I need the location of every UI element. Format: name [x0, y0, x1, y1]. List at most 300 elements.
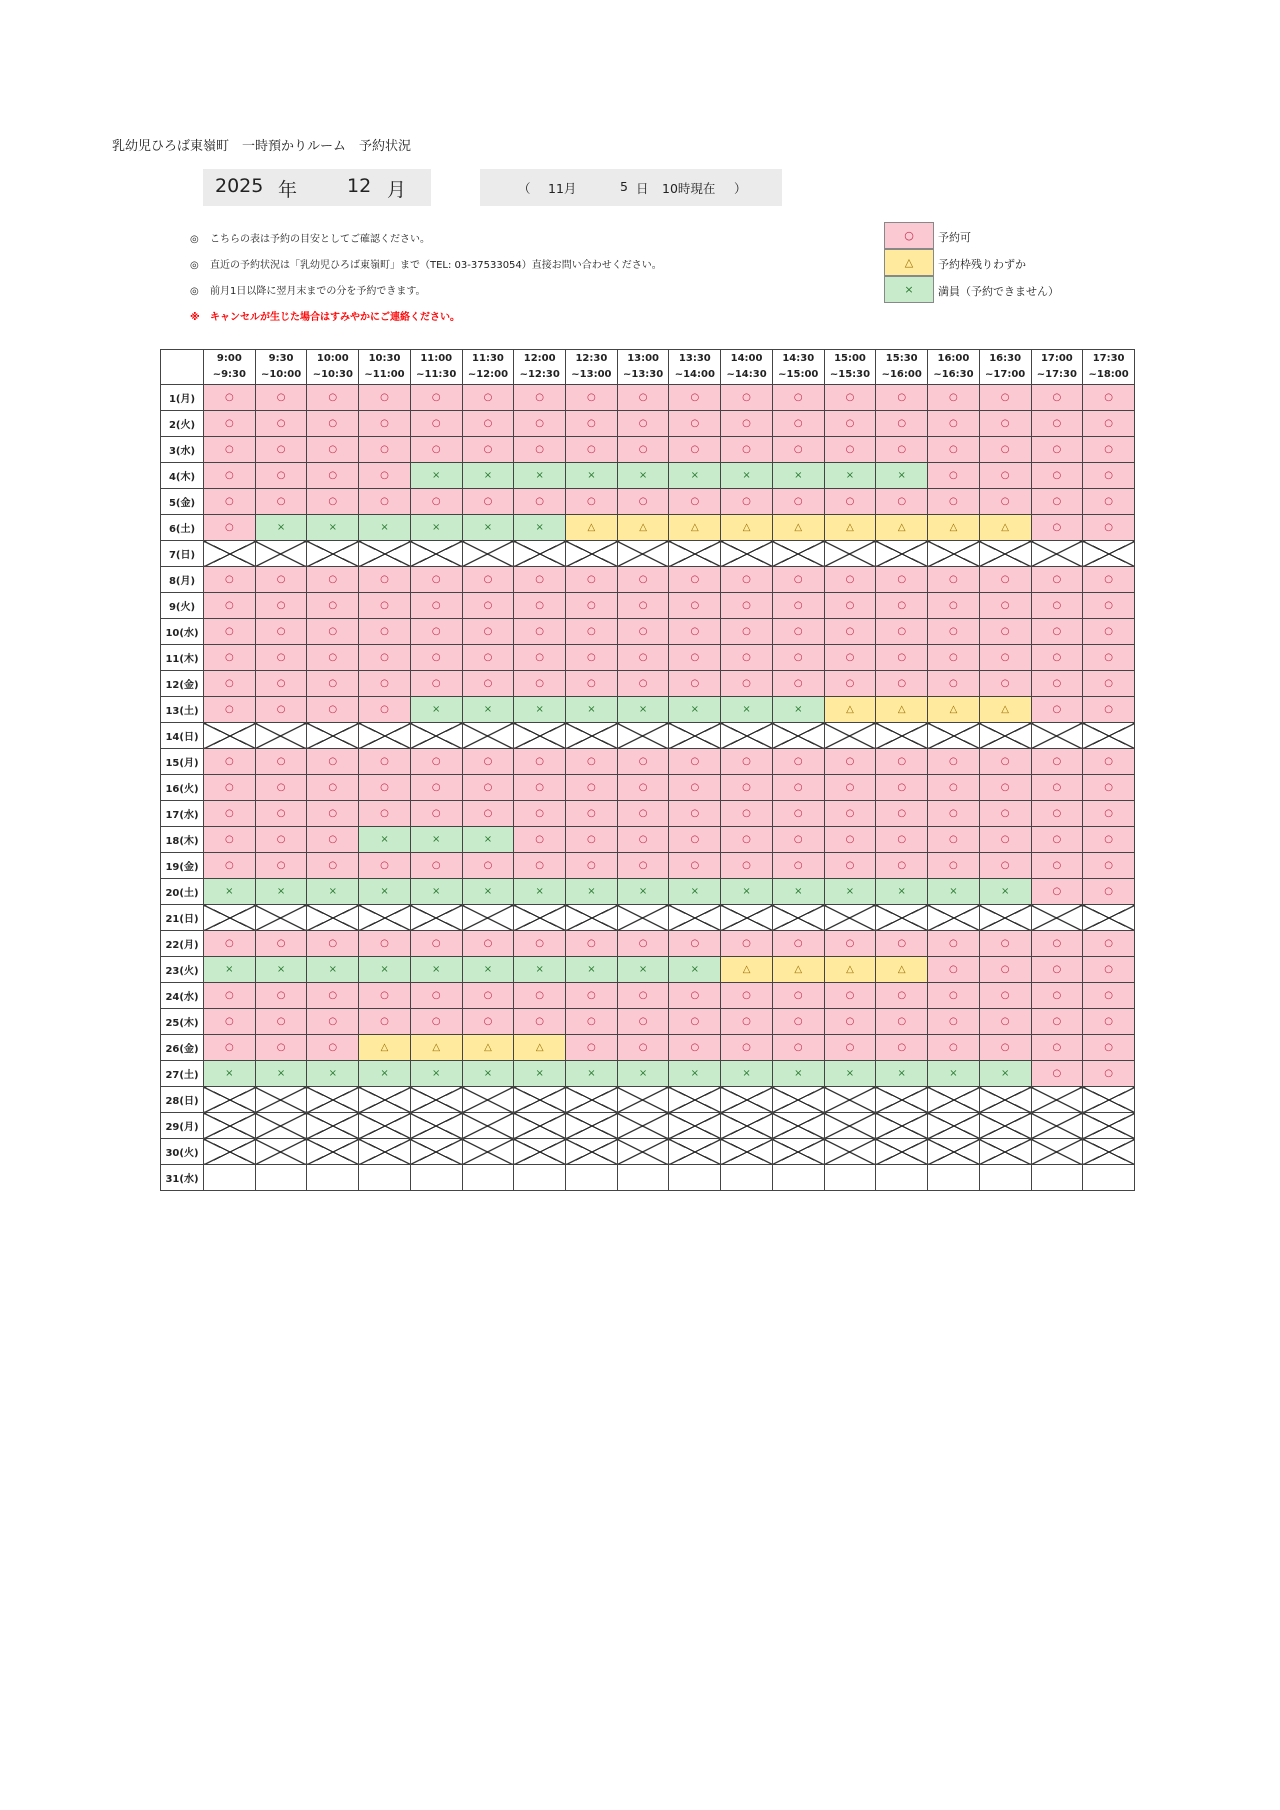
slot-cell-avail: ○: [359, 671, 411, 697]
slot-cell-full: ×: [669, 697, 721, 723]
slot-cell-full: ×: [462, 827, 514, 853]
slot-cell-avail: ○: [307, 827, 359, 853]
slot-cell-avail: ○: [928, 749, 980, 775]
slot-cell-avail: ○: [359, 385, 411, 411]
slot-cell-avail: ○: [669, 749, 721, 775]
slot-cell-avail: ○: [1083, 697, 1135, 723]
slot-cell-full: ×: [772, 697, 824, 723]
slot-cell-avail: ○: [1031, 515, 1083, 541]
slot-cell-avail: ○: [1031, 619, 1083, 645]
slot-cell-full: ×: [617, 957, 669, 983]
slot-cell-closed: [721, 1139, 773, 1165]
slot-cell-avail: ○: [772, 775, 824, 801]
slot-cell-avail: ○: [1083, 957, 1135, 983]
time-slot-header: [462, 350, 514, 385]
slot-cell-closed: [721, 1113, 773, 1139]
slot-cell-avail: ○: [514, 567, 566, 593]
slot-cell-empty: [1031, 1165, 1083, 1191]
slot-cell-avail: ○: [979, 437, 1031, 463]
slot-cell-avail: ○: [669, 593, 721, 619]
slot-cell-avail: ○: [255, 411, 307, 437]
slot-cell-avail: ○: [462, 619, 514, 645]
slot-cell-full: ×: [876, 879, 928, 905]
day-row: [161, 1061, 1135, 1087]
slot-cell-full: ×: [669, 463, 721, 489]
slot-cell-avail: ○: [204, 1035, 256, 1061]
slot-cell-avail: ○: [824, 801, 876, 827]
slot-cell-avail: ○: [1031, 931, 1083, 957]
day-row: [161, 645, 1135, 671]
slot-cell-full: ×: [928, 1061, 980, 1087]
day-label: 2(火): [161, 411, 204, 437]
day-row: [161, 671, 1135, 697]
slot-cell-avail: ○: [307, 749, 359, 775]
slot-cell-avail: ○: [1083, 931, 1135, 957]
slot-cell-avail: ○: [721, 775, 773, 801]
slot-cell-full: ×: [979, 1061, 1031, 1087]
slot-cell-avail: ○: [876, 1009, 928, 1035]
day-label: 1(月): [161, 385, 204, 411]
slot-cell-avail: ○: [462, 775, 514, 801]
slot-cell-avail: ○: [410, 983, 462, 1009]
slot-cell-avail: ○: [979, 593, 1031, 619]
slot-cell-closed: [307, 541, 359, 567]
slot-cell-avail: ○: [1031, 957, 1083, 983]
slot-cell-full: ×: [410, 697, 462, 723]
slot-cell-avail: ○: [772, 489, 824, 515]
slot-cell-avail: ○: [514, 437, 566, 463]
slot-cell-closed: [721, 1087, 773, 1113]
slot-cell-avail: ○: [772, 619, 824, 645]
slot-cell-closed: [669, 541, 721, 567]
slot-cell-full: ×: [824, 463, 876, 489]
time-slot-start: 12:00: [523, 353, 556, 364]
slot-cell-avail: ○: [1031, 1035, 1083, 1061]
slot-cell-avail: ○: [514, 983, 566, 1009]
slot-cell-avail: ○: [876, 593, 928, 619]
slot-cell-avail: ○: [462, 385, 514, 411]
slot-cell-avail: ○: [359, 463, 411, 489]
slot-cell-avail: ○: [979, 983, 1031, 1009]
slot-cell-avail: ○: [566, 801, 618, 827]
time-slot-end: ~15:00: [778, 369, 819, 380]
slot-cell-closed: [617, 723, 669, 749]
day-row: [161, 853, 1135, 879]
slot-cell-avail: ○: [359, 749, 411, 775]
slot-cell-few: △: [566, 515, 618, 541]
slot-cell-closed: [772, 541, 824, 567]
slot-cell-avail: ○: [410, 931, 462, 957]
slot-cell-closed: [669, 905, 721, 931]
slot-cell-closed: [204, 723, 256, 749]
slot-cell-full: ×: [617, 697, 669, 723]
slot-cell-avail: ○: [514, 411, 566, 437]
slot-cell-avail: ○: [359, 1009, 411, 1035]
slot-cell-closed: [514, 1087, 566, 1113]
slot-cell-avail: ○: [359, 411, 411, 437]
slot-cell-avail: ○: [669, 801, 721, 827]
slot-cell-closed: [514, 1113, 566, 1139]
slot-cell-avail: ○: [462, 983, 514, 1009]
slot-cell-avail: ○: [876, 619, 928, 645]
slot-cell-avail: ○: [617, 1035, 669, 1061]
day-row: [161, 1009, 1135, 1035]
slot-cell-avail: ○: [772, 567, 824, 593]
slot-cell-avail: ○: [669, 489, 721, 515]
slot-cell-avail: ○: [255, 489, 307, 515]
slot-cell-avail: ○: [410, 593, 462, 619]
slot-cell-closed: [410, 723, 462, 749]
year-month-display: [203, 169, 431, 206]
slot-cell-full: ×: [721, 697, 773, 723]
slot-cell-avail: ○: [359, 931, 411, 957]
slot-cell-avail: ○: [1083, 463, 1135, 489]
slot-cell-avail: ○: [772, 749, 824, 775]
slot-cell-avail: ○: [514, 801, 566, 827]
time-slot-start: 15:00: [834, 353, 866, 364]
day-label: 17(水): [161, 801, 204, 827]
slot-cell-avail: ○: [307, 931, 359, 957]
slot-cell-closed: [1083, 905, 1135, 931]
slot-cell-closed: [721, 905, 773, 931]
slot-cell-closed: [410, 1113, 462, 1139]
slot-cell-closed: [876, 723, 928, 749]
slot-cell-full: ×: [204, 1061, 256, 1087]
slot-cell-avail: ○: [255, 385, 307, 411]
slot-cell-avail: ○: [566, 853, 618, 879]
time-slot-start: 11:00: [420, 353, 453, 364]
status-timestamp: [480, 169, 782, 206]
slot-cell-avail: ○: [462, 853, 514, 879]
slot-cell-avail: ○: [307, 619, 359, 645]
slot-cell-avail: ○: [566, 593, 618, 619]
time-slot-header: [669, 350, 721, 385]
slot-cell-few: △: [772, 957, 824, 983]
slot-cell-full: ×: [669, 957, 721, 983]
slot-cell-closed: [204, 1113, 256, 1139]
slot-cell-avail: ○: [1031, 385, 1083, 411]
slot-cell-few: △: [824, 957, 876, 983]
slot-cell-closed: [617, 1087, 669, 1113]
slot-cell-full: ×: [307, 957, 359, 983]
slot-cell-avail: ○: [1031, 775, 1083, 801]
time-slot-start: 14:00: [730, 353, 763, 364]
slot-cell-avail: ○: [307, 853, 359, 879]
slot-cell-avail: ○: [566, 489, 618, 515]
slot-cell-avail: ○: [772, 801, 824, 827]
time-slot-start: 16:00: [937, 353, 970, 364]
slot-cell-avail: ○: [359, 437, 411, 463]
slot-cell-full: ×: [772, 463, 824, 489]
slot-cell-full: ×: [359, 879, 411, 905]
slot-cell-closed: [772, 905, 824, 931]
day-row: [161, 411, 1135, 437]
time-slot-start: 11:30: [472, 353, 504, 364]
slot-cell-avail: ○: [669, 853, 721, 879]
slot-cell-avail: ○: [824, 1009, 876, 1035]
slot-cell-few: △: [462, 1035, 514, 1061]
slot-cell-avail: ○: [928, 437, 980, 463]
slot-cell-few: △: [617, 515, 669, 541]
time-slot-start: 14:30: [782, 353, 815, 364]
slot-cell-avail: ○: [876, 775, 928, 801]
slot-cell-full: ×: [410, 1061, 462, 1087]
slot-cell-avail: ○: [928, 411, 980, 437]
slot-cell-avail: ○: [928, 463, 980, 489]
slot-cell-avail: ○: [410, 671, 462, 697]
slot-cell-closed: [307, 1139, 359, 1165]
slot-cell-closed: [255, 905, 307, 931]
slot-cell-closed: [462, 723, 514, 749]
slot-cell-full: ×: [566, 1061, 618, 1087]
time-slot-start: 12:30: [575, 353, 608, 364]
slot-cell-few: △: [514, 1035, 566, 1061]
slot-cell-avail: ○: [824, 411, 876, 437]
slot-cell-avail: ○: [772, 593, 824, 619]
slot-cell-empty: [617, 1165, 669, 1191]
slot-cell-closed: [204, 905, 256, 931]
slot-cell-avail: ○: [721, 671, 773, 697]
slot-cell-closed: [824, 1113, 876, 1139]
day-label: 12(金): [161, 671, 204, 697]
slot-cell-avail: ○: [514, 775, 566, 801]
slot-cell-avail: ○: [255, 827, 307, 853]
slot-cell-few: △: [721, 957, 773, 983]
time-slot-header-row: [161, 350, 1135, 385]
slot-cell-avail: ○: [876, 437, 928, 463]
time-slot-header: [721, 350, 773, 385]
slot-cell-avail: ○: [307, 463, 359, 489]
slot-cell-avail: ○: [514, 619, 566, 645]
slot-cell-closed: [1031, 1139, 1083, 1165]
slot-cell-full: ×: [204, 879, 256, 905]
slot-cell-closed: [1083, 1087, 1135, 1113]
slot-cell-avail: ○: [204, 489, 256, 515]
slot-cell-closed: [928, 723, 980, 749]
slot-cell-avail: ○: [204, 1009, 256, 1035]
slot-cell-avail: ○: [1031, 645, 1083, 671]
slot-cell-avail: ○: [772, 1009, 824, 1035]
slot-cell-avail: ○: [617, 827, 669, 853]
slot-cell-full: ×: [824, 1061, 876, 1087]
day-row: [161, 1035, 1135, 1061]
time-slot-start: 10:30: [368, 353, 401, 364]
slot-cell-avail: ○: [979, 489, 1031, 515]
day-row: [161, 593, 1135, 619]
slot-cell-closed: [566, 723, 618, 749]
slot-cell-avail: ○: [824, 593, 876, 619]
slot-cell-avail: ○: [979, 1009, 1031, 1035]
slot-cell-avail: ○: [979, 463, 1031, 489]
day-label: 18(木): [161, 827, 204, 853]
slot-cell-full: ×: [566, 879, 618, 905]
slot-cell-avail: ○: [1083, 1009, 1135, 1035]
note-text: こちらの表は予約の目安としてご確認ください。: [210, 234, 430, 245]
time-slot-header: [928, 350, 980, 385]
slot-cell-closed: [772, 1139, 824, 1165]
slot-cell-avail: ○: [566, 931, 618, 957]
slot-cell-avail: ○: [772, 853, 824, 879]
slot-cell-avail: ○: [204, 567, 256, 593]
day-row: [161, 749, 1135, 775]
slot-cell-full: ×: [721, 879, 773, 905]
slot-cell-few: △: [928, 697, 980, 723]
slot-cell-avail: ○: [307, 385, 359, 411]
slot-cell-avail: ○: [928, 567, 980, 593]
time-slot-start: 10:00: [316, 353, 349, 364]
slot-cell-avail: ○: [928, 489, 980, 515]
day-label: 16(火): [161, 775, 204, 801]
slot-cell-full: ×: [410, 827, 462, 853]
slot-cell-full: ×: [462, 1061, 514, 1087]
slot-cell-few: △: [876, 515, 928, 541]
slot-cell-closed: [876, 1113, 928, 1139]
slot-cell-avail: ○: [721, 437, 773, 463]
slot-cell-avail: ○: [824, 931, 876, 957]
legend-few-label: 予約枠残りわずか: [938, 258, 1026, 271]
note-text: 前月1日以降に翌月末までの分を予約できます。: [210, 286, 426, 297]
slot-cell-avail: ○: [979, 853, 1031, 879]
slot-cell-avail: ○: [772, 827, 824, 853]
slot-cell-closed: [462, 905, 514, 931]
slot-cell-avail: ○: [721, 1035, 773, 1061]
slot-cell-avail: ○: [566, 827, 618, 853]
slot-cell-avail: ○: [1083, 1061, 1135, 1087]
day-row: [161, 1113, 1135, 1139]
slot-cell-full: ×: [721, 463, 773, 489]
slot-cell-closed: [876, 541, 928, 567]
day-label: 7(日): [161, 541, 204, 567]
time-slot-header: [1031, 350, 1083, 385]
day-row: [161, 437, 1135, 463]
corner-cell: [161, 350, 204, 385]
slot-cell-avail: ○: [824, 775, 876, 801]
slot-cell-avail: ○: [1083, 411, 1135, 437]
slot-cell-avail: ○: [1083, 489, 1135, 515]
slot-cell-avail: ○: [721, 853, 773, 879]
slot-cell-avail: ○: [255, 775, 307, 801]
slot-cell-full: ×: [876, 463, 928, 489]
slot-cell-closed: [204, 1087, 256, 1113]
slot-cell-avail: ○: [617, 645, 669, 671]
day-label: 23(火): [161, 957, 204, 983]
slot-cell-avail: ○: [1031, 697, 1083, 723]
slot-cell-avail: ○: [617, 489, 669, 515]
slot-cell-avail: ○: [928, 385, 980, 411]
slot-cell-avail: ○: [772, 671, 824, 697]
day-row: [161, 515, 1135, 541]
slot-cell-avail: ○: [1031, 1009, 1083, 1035]
time-slot-header: [410, 350, 462, 385]
slot-cell-avail: ○: [1031, 1061, 1083, 1087]
slot-cell-avail: ○: [1083, 827, 1135, 853]
slot-cell-avail: ○: [824, 749, 876, 775]
slot-cell-avail: ○: [462, 671, 514, 697]
slot-cell-avail: ○: [514, 385, 566, 411]
slot-cell-avail: ○: [359, 983, 411, 1009]
slot-cell-closed: [928, 541, 980, 567]
slot-cell-avail: ○: [255, 697, 307, 723]
day-label: 3(水): [161, 437, 204, 463]
slot-cell-avail: ○: [928, 801, 980, 827]
slot-cell-avail: ○: [566, 645, 618, 671]
note-mark: ◎: [190, 286, 199, 297]
slot-cell-avail: ○: [462, 749, 514, 775]
slot-cell-avail: ○: [721, 619, 773, 645]
slot-cell-avail: ○: [721, 983, 773, 1009]
slot-cell-avail: ○: [721, 593, 773, 619]
slot-cell-avail: ○: [979, 957, 1031, 983]
slot-cell-closed: [204, 541, 256, 567]
day-label: 4(木): [161, 463, 204, 489]
slot-cell-avail: ○: [669, 827, 721, 853]
legend-full-swatch: ×: [884, 276, 934, 303]
slot-cell-avail: ○: [928, 957, 980, 983]
slot-cell-closed: [824, 541, 876, 567]
slot-cell-avail: ○: [617, 749, 669, 775]
day-row: [161, 775, 1135, 801]
slot-cell-closed: [359, 723, 411, 749]
day-label: 6(土): [161, 515, 204, 541]
slot-cell-full: ×: [307, 879, 359, 905]
slot-cell-avail: ○: [255, 645, 307, 671]
slot-cell-avail: ○: [1031, 437, 1083, 463]
slot-cell-closed: [1031, 1113, 1083, 1139]
slot-cell-avail: ○: [514, 1009, 566, 1035]
slot-cell-full: ×: [566, 697, 618, 723]
slot-cell-avail: ○: [669, 931, 721, 957]
slot-cell-avail: ○: [307, 775, 359, 801]
slot-cell-full: ×: [566, 463, 618, 489]
slot-cell-avail: ○: [979, 671, 1031, 697]
slot-cell-avail: ○: [462, 931, 514, 957]
slot-cell-avail: ○: [359, 801, 411, 827]
slot-cell-closed: [359, 1113, 411, 1139]
slot-cell-avail: ○: [255, 1009, 307, 1035]
slot-cell-avail: ○: [255, 931, 307, 957]
slot-cell-avail: ○: [410, 749, 462, 775]
slot-cell-avail: ○: [204, 385, 256, 411]
slot-cell-avail: ○: [669, 1009, 721, 1035]
status-month: 11月: [548, 181, 577, 196]
slot-cell-avail: ○: [979, 931, 1031, 957]
slot-cell-avail: ○: [1031, 827, 1083, 853]
slot-cell-closed: [462, 1113, 514, 1139]
slot-cell-avail: ○: [669, 619, 721, 645]
day-row: [161, 801, 1135, 827]
slot-cell-avail: ○: [255, 801, 307, 827]
year-unit: 年: [278, 179, 298, 201]
slot-cell-avail: ○: [1083, 749, 1135, 775]
slot-cell-full: ×: [928, 879, 980, 905]
day-row: [161, 697, 1135, 723]
time-slot-start: 9:30: [268, 353, 294, 364]
time-slot-end: ~16:30: [933, 369, 974, 380]
slot-cell-full: ×: [462, 463, 514, 489]
time-slot-header: [566, 350, 618, 385]
time-slot-end: ~9:30: [212, 369, 246, 380]
time-slot-header: [979, 350, 1031, 385]
slot-cell-avail: ○: [566, 411, 618, 437]
slot-cell-full: ×: [514, 697, 566, 723]
slot-cell-closed: [1083, 1139, 1135, 1165]
slot-cell-avail: ○: [255, 671, 307, 697]
slot-cell-avail: ○: [721, 931, 773, 957]
day-row: [161, 385, 1135, 411]
day-row: [161, 1165, 1135, 1191]
day-label: 24(水): [161, 983, 204, 1009]
slot-cell-full: ×: [462, 957, 514, 983]
